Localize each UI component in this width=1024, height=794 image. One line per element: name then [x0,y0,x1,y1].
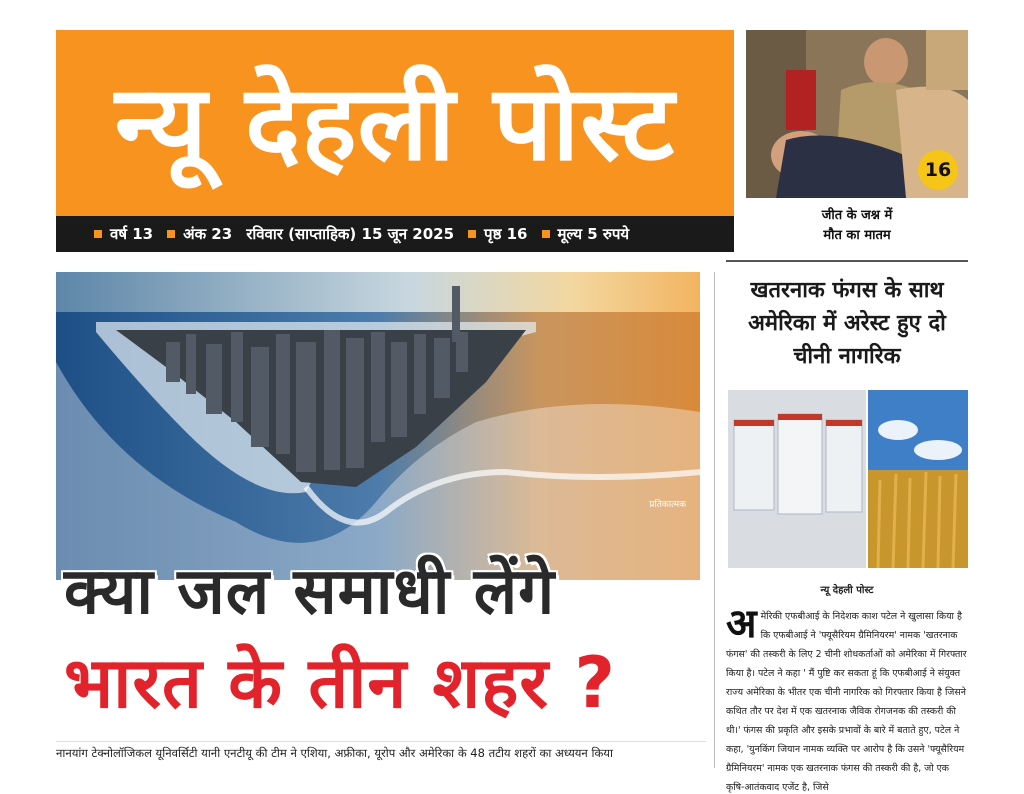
masthead [56,30,734,216]
bullet-square-icon [94,230,102,238]
info-year-label: वर्ष 13 [110,225,154,243]
info-year [94,224,153,244]
caption-line-1: जीत के जश्न में [821,208,893,223]
right-story-headline[interactable]: खतरनाक फंगस के साथ अमेरिका में अरेस्ट हुए दो चीनी नागरिक [748,278,946,369]
caption-line-2: मौत का मातम [823,228,891,243]
fungus-samples-illustration [728,390,968,568]
right-story-image[interactable] [728,390,968,568]
info-price-label: मूल्य 5 रुपये [557,225,630,243]
article-body: मेरिकी एफबीआई के निदेशक काश पटेल ने खुलासा किया है कि एफबीआई ने 'फ्यूसैरियम ग्रैमिनियरम' नामक 'खतरनाक फंगस' की तस्करी के लिए 2 चीनी शोधकर्ताओं को अमेरिका में गिरफ्तार किया है। पटेल ने कहा ' मैं पुष्टि कर सकता हूं कि एफबीआई ने संयुक्त राज्य अमेरिका के भीतर एक चीनी नागरिक को गिरफ्तार किया है जिसने कथित तौर पर देश में एक खतरनाक जैविक रोगजनक की तस्करी की थी।' फंगस की प्रकृति और इसके प्रभावों के बारे में बताते हुए, पटेल ने कहा, 'युनकिंग जियान नामक व्यक्ति पर आरोप है कि उसने 'फ्यूसैरियम ग्रैमिनियरम' नामक एक खतरनाक फंगस की तस्करी की है, जो एक कृषि-आतंकवाद एजेंट है, जिसे [726,611,967,793]
hero-image[interactable] [56,272,700,580]
right-story-article [726,601,968,793]
lead-paragraph: नानयांग टेक्नोलॉजिकल यूनिवर्सिटी यानी एनटीयू की टीम ने एशिया, अफ्रीका, यूरोप और अमेरिका के 48 तटीय शहरों का अध्ययन किया [56,746,613,760]
right-column-rule [726,260,968,262]
dropcap: अ [726,601,757,647]
bullet-square-icon [542,230,550,238]
info-pages [468,224,527,244]
info-date: रविवार (साप्ताहिक) 15 जून 2025 [246,225,455,243]
info-price [542,224,630,244]
page-number-badge: 16 [918,150,958,190]
image-credit: प्रतिकात्मक [649,500,686,510]
main-headline-line-2[interactable]: भारत के तीन शहर ? [64,642,616,724]
issue-info-bar [56,216,734,252]
bullet-square-icon [167,230,175,238]
column-divider [714,272,715,768]
info-issue [167,224,232,244]
info-pages-label: पृष्ठ 16 [484,225,528,243]
lead-divider [56,741,706,742]
main-headline-line-1[interactable]: क्या जल समाधी लेंगे [64,555,556,629]
flooded-city-illustration [56,272,700,580]
info-issue-label: अंक 23 [183,225,233,243]
bullet-square-icon [468,230,476,238]
byline: न्यू देहली पोस्ट [820,585,874,596]
side-story-caption[interactable] [746,206,968,246]
newspaper-title: न्यू देहली पोस्ट [114,62,676,184]
side-story-photo[interactable] [746,30,968,198]
